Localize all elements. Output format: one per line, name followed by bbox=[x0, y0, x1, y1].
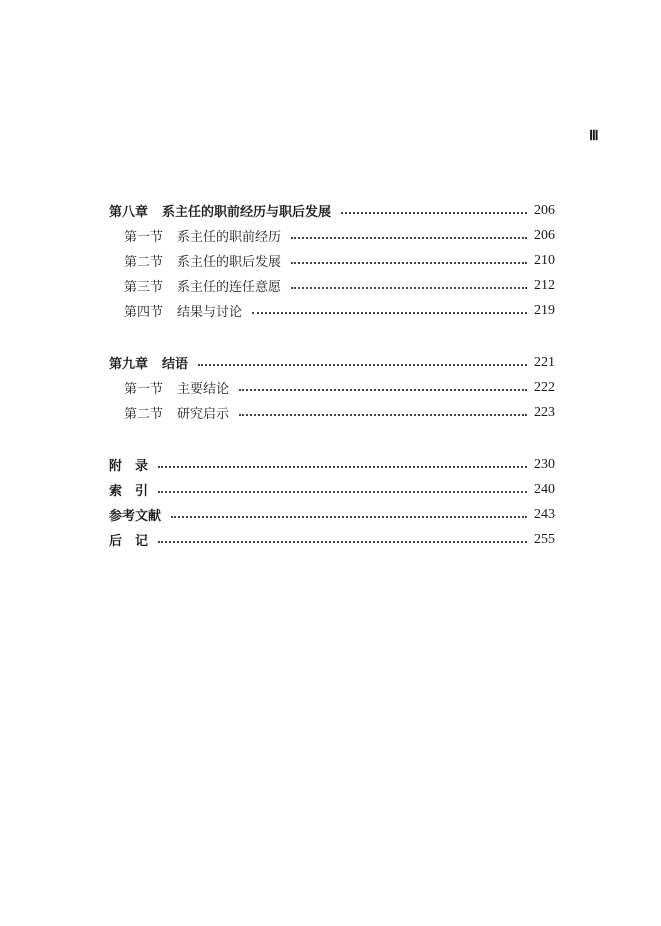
chapter-number: 第八章 bbox=[109, 205, 149, 220]
dot-leader bbox=[158, 491, 527, 493]
section-number: 第一节 bbox=[124, 382, 164, 397]
section-number: 第二节 bbox=[124, 407, 164, 422]
page-ref: 210 bbox=[534, 252, 555, 268]
dot-leader bbox=[291, 262, 527, 264]
dot-leader bbox=[291, 237, 527, 239]
table-of-contents bbox=[109, 198, 555, 552]
dot-leader bbox=[252, 312, 527, 314]
page-ref: 221 bbox=[534, 354, 555, 370]
page-ref: 206 bbox=[534, 202, 555, 218]
dot-leader bbox=[239, 414, 527, 416]
toc-afterword[interactable] bbox=[109, 527, 555, 552]
toc-section[interactable] bbox=[109, 375, 555, 400]
toc-section[interactable] bbox=[109, 298, 555, 323]
dot-leader bbox=[158, 466, 527, 468]
section-number: 第二节 bbox=[124, 255, 164, 270]
section-title: 系主任的职前经历 bbox=[177, 230, 282, 245]
dot-leader bbox=[158, 541, 527, 543]
page-ref: 240 bbox=[534, 481, 555, 497]
page-number: Ⅲ bbox=[589, 129, 598, 144]
toc-chapter-8[interactable] bbox=[109, 198, 555, 223]
toc-appendix[interactable] bbox=[109, 452, 555, 477]
section-title: 系主任的连任意愿 bbox=[177, 280, 282, 295]
toc-section[interactable] bbox=[109, 273, 555, 298]
section-number: 第四节 bbox=[124, 305, 164, 320]
dot-leader bbox=[291, 287, 527, 289]
section-number: 第三节 bbox=[124, 280, 164, 295]
back-matter-label: 索 引 bbox=[109, 484, 149, 499]
section-title: 系主任的职后发展 bbox=[177, 255, 282, 270]
toc-section[interactable] bbox=[109, 223, 555, 248]
toc-index[interactable] bbox=[109, 477, 555, 502]
dot-leader bbox=[239, 389, 527, 391]
page-ref: 243 bbox=[534, 506, 555, 522]
back-matter-label: 参考文献 bbox=[109, 509, 162, 524]
section-title: 结果与讨论 bbox=[177, 305, 243, 320]
toc-section[interactable] bbox=[109, 248, 555, 273]
page-ref: 255 bbox=[534, 531, 555, 547]
back-matter-label: 后 记 bbox=[109, 534, 149, 549]
chapter-title: 结语 bbox=[162, 357, 189, 372]
page-ref: 223 bbox=[534, 404, 555, 420]
section-title: 主要结论 bbox=[177, 382, 230, 397]
chapter-number: 第九章 bbox=[109, 357, 149, 372]
dot-leader bbox=[171, 516, 527, 518]
page-ref: 206 bbox=[534, 227, 555, 243]
page-ref: 230 bbox=[534, 456, 555, 472]
dot-leader bbox=[198, 364, 527, 366]
chapter-title: 系主任的职前经历与职后发展 bbox=[162, 205, 332, 220]
toc-section[interactable] bbox=[109, 400, 555, 425]
dot-leader bbox=[341, 212, 527, 214]
page-ref: 219 bbox=[534, 302, 555, 318]
back-matter-label: 附 录 bbox=[109, 459, 149, 474]
page-ref: 212 bbox=[534, 277, 555, 293]
toc-chapter-9[interactable] bbox=[109, 350, 555, 375]
page-ref: 222 bbox=[534, 379, 555, 395]
section-number: 第一节 bbox=[124, 230, 164, 245]
section-title: 研究启示 bbox=[177, 407, 230, 422]
toc-references[interactable] bbox=[109, 502, 555, 527]
